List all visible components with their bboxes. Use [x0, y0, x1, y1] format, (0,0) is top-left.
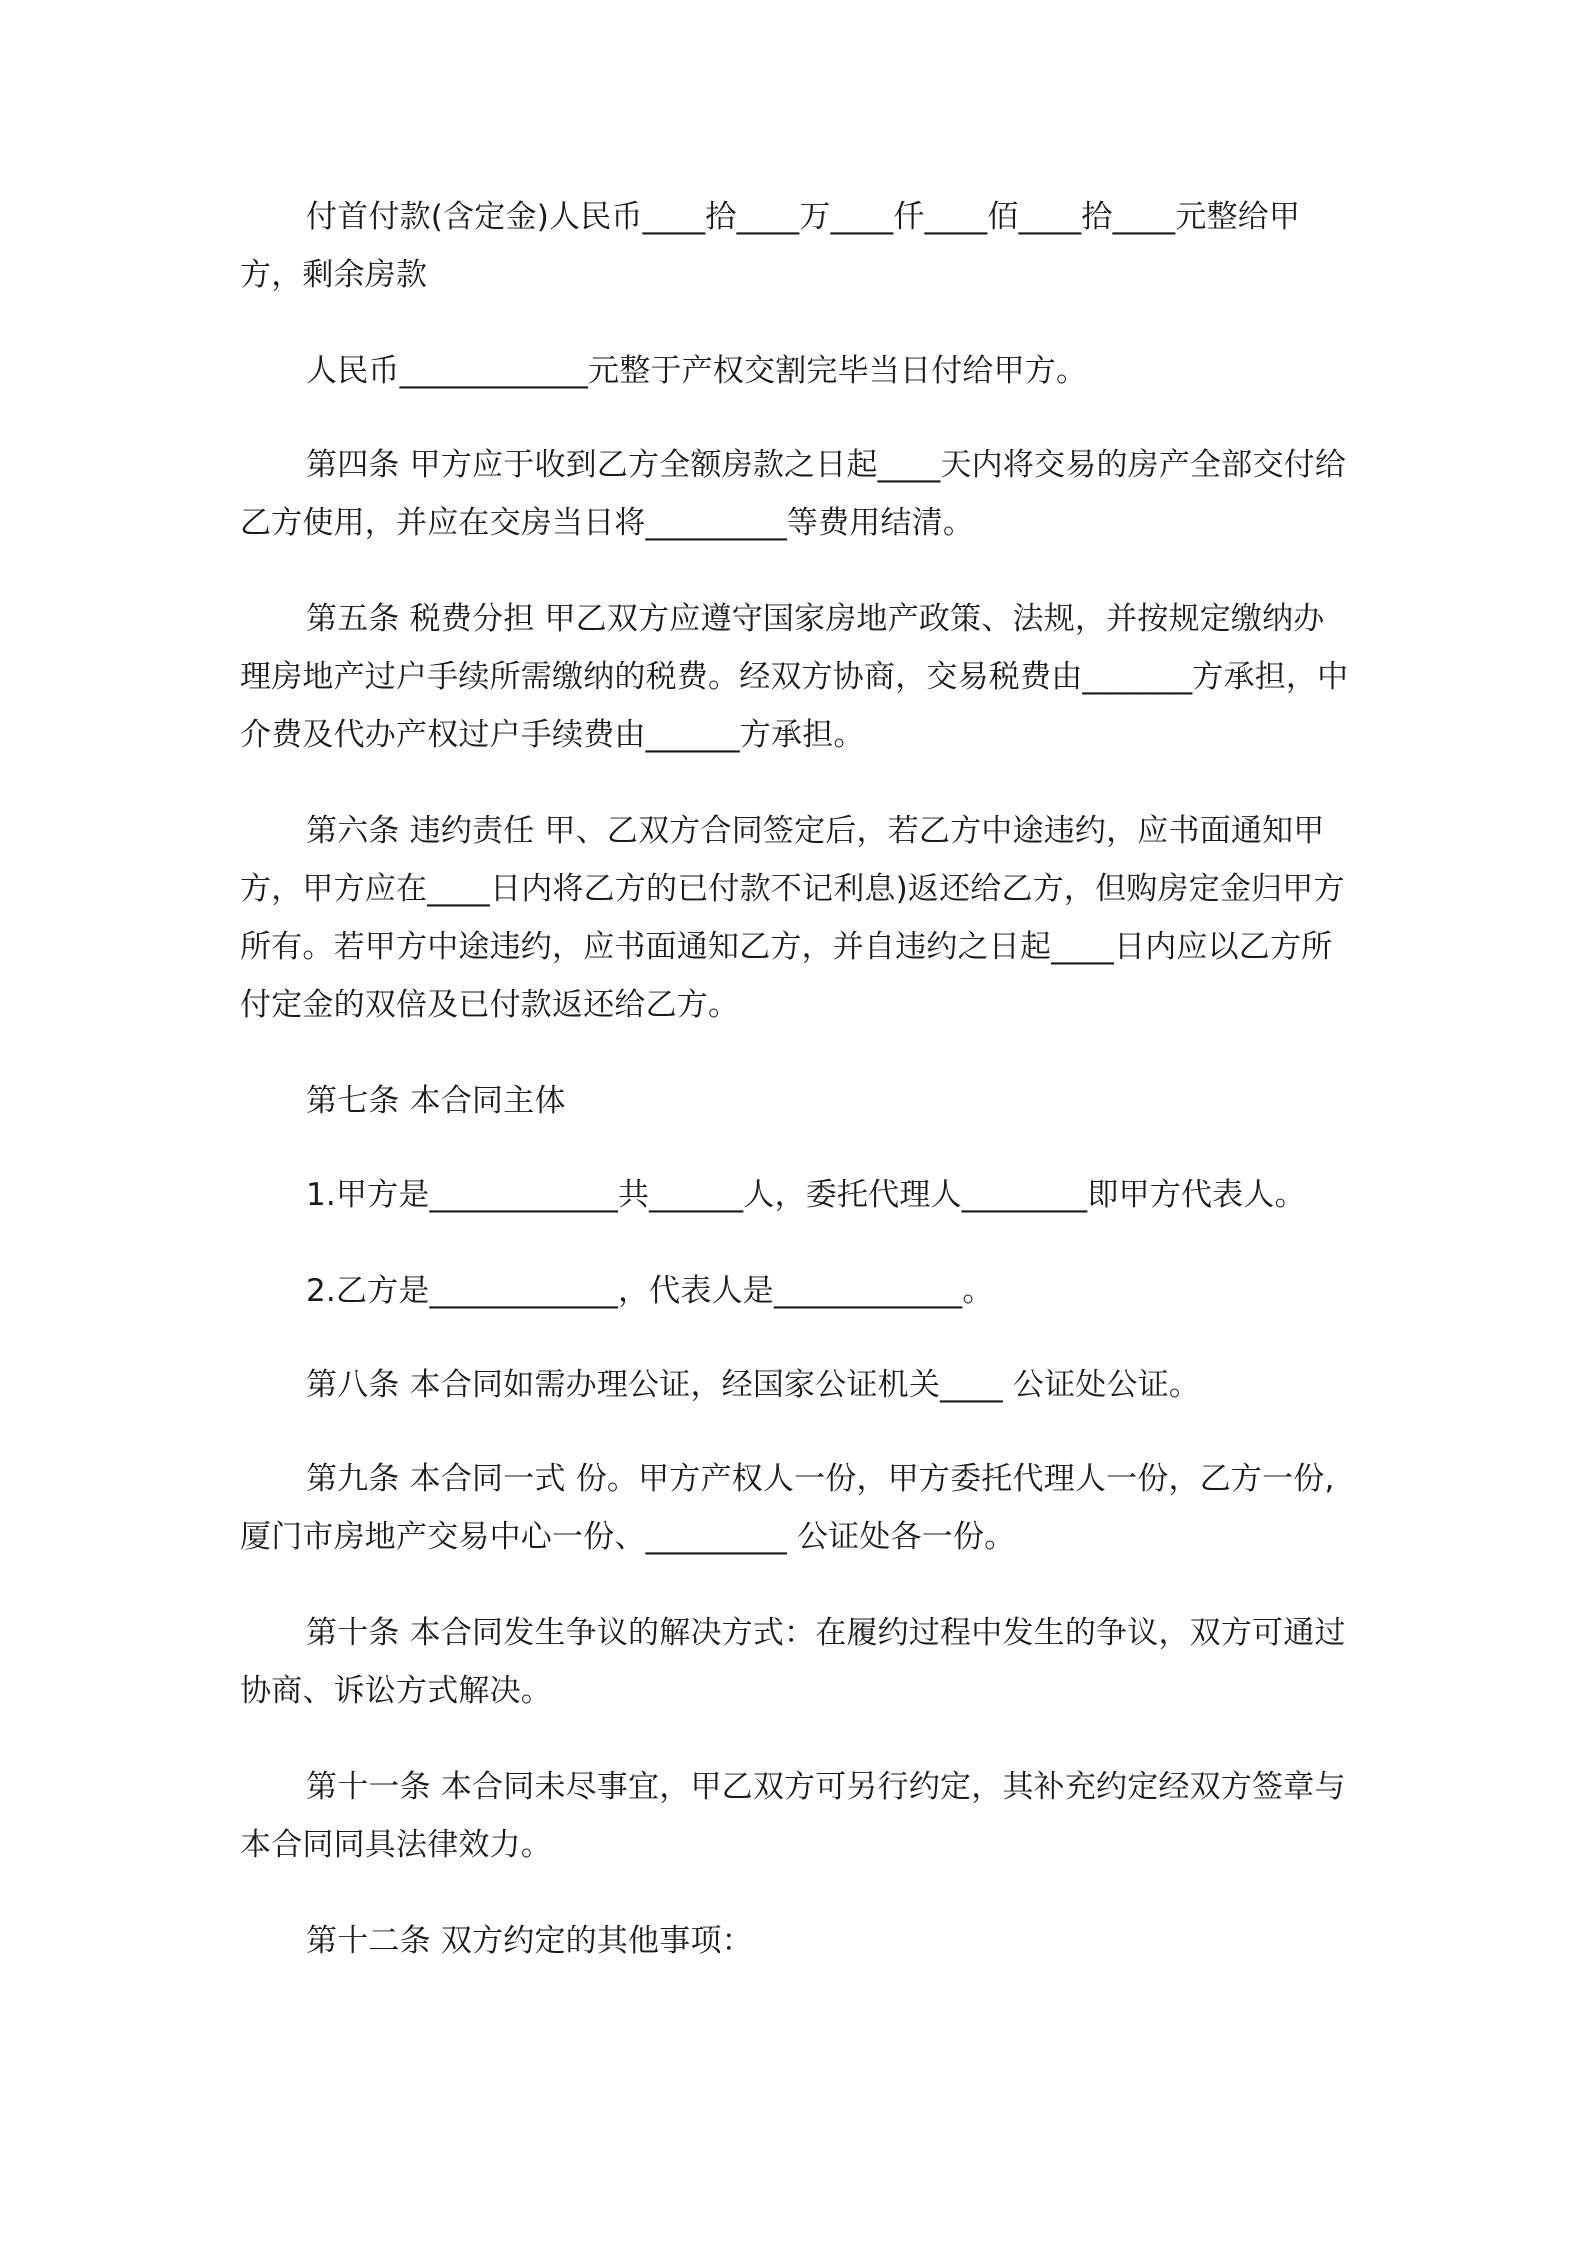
paragraph-article-8: 第八条 本合同如需办理公证，经国家公证机关____ 公证处公证。 [306, 1367, 1201, 1403]
paragraph-article-11: 第十一条 本合同未尽事宜，甲乙双方可另行约定，其补充约定经双方签章与本合同同具法律效力。 [240, 1769, 1346, 1863]
document-body [240, 188, 1352, 2006]
paragraph-article-7-item-1: 1.甲方是____________共______人，委托代理人________即甲方代表人。 [306, 1177, 1306, 1213]
paragraph-article-6: 第六条 违约责任 甲、乙双方合同签定后，若乙方中途违约，应书面通知甲方，甲方应在____日内将乙方的已付款不记利息)返还给乙方，但购房定金归甲方所有。若甲方中途违约，应书面通知乙方，并自违约之日起____日内应以乙方所付定金的双倍及已付款返还给乙方。 [240, 813, 1345, 1023]
paragraph-article-4: 第四条 甲方应于收到乙方全额房款之日起____天内将交易的房产全部交付给乙方使用，并应在交房当日将_________等费用结清。 [240, 447, 1347, 541]
paragraph-remaining-payment: 人民币____________元整于产权交割完毕当日付给甲方。 [306, 353, 1088, 389]
paragraph-article-7-title: 第七条 本合同主体 [306, 1083, 566, 1119]
paragraph-article-7-item-2: 2.乙方是____________，代表人是____________。 [306, 1273, 994, 1309]
paragraph-down-payment: 付首付款(含定金)人民币____拾____万____仟____佰____拾____元整给甲方，剩余房款 [240, 199, 1301, 293]
paragraph-article-5: 第五条 税费分担 甲乙双方应遵守国家房地产政策、法规，并按规定缴纳办理房地产过户手续所需缴纳的税费。经双方协商，交易税费由_______方承担，中介费及代办产权过户手续费由______方承担。 [240, 601, 1349, 753]
paragraph-article-9: 第九条 本合同一式 份。甲方产权人一份，甲方委托代理人一份，乙方一份,厦门市房地产交易中心一份、_________ 公证处各一份。 [240, 1461, 1335, 1555]
paragraph-article-12: 第十二条 双方约定的其他事项： [306, 1923, 753, 1959]
paragraph-article-10: 第十条 本合同发生争议的解决方式：在履约过程中发生的争议，双方可通过协商、诉讼方式解决。 [240, 1615, 1346, 1709]
